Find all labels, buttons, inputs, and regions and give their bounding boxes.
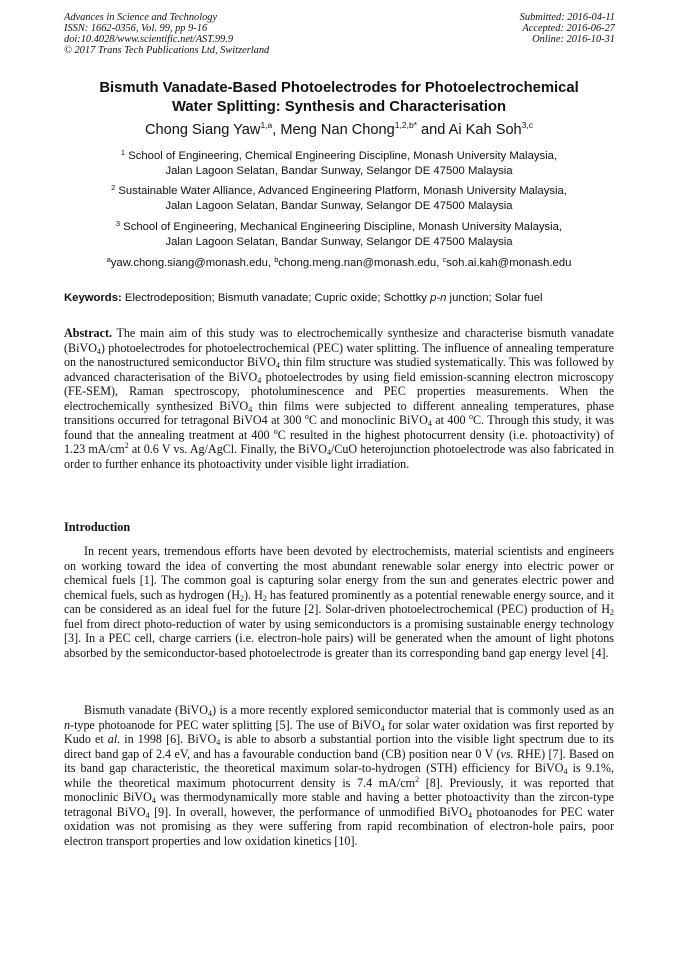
abstract: Abstract. The main aim of this study was to electrochemically synthesize and characterise bismuth vanadate (BiVO$_4$) photoelectrodes for photoelectrochemical (PEC) water splitting. The influence of annealing temperature on the nanostructured semiconductor BiVO$_4$ thin film structure was studied systematically. This was followed by advanced characterisation of the BiVO$_4$ photoelectrodes by using field emission-scanning electron microscopy (FE-SEM), Raman spectroscopy, photoluminescence and PEC properties measurements. When the electrochemically synthesized BiVO$_4$ thin films were subjected to different annealing temperatures, phase transitions occurred for tetragonal BiVO4 at 300 $^o$C and monoclinic BiVO$_4$ at 400 $^o$C. Through this study, it was found that the annealing treatment at 400 $^o$C resulted in the highest photocurrent density (i.e. photoactivity) of 1.23 $mA/cm^2$ at 0.6 V vs. Ag/AgCl. Finally, the BiVO$_4$/CuO heterojunction photoelectrode was also fabricated in order to further enhance its photoactivity under visible light irradiation. [64,326,615,471]
email-list: $^a$yaw.chong.siang@monash.edu, $^b$chong.meng.nan@monash.edu, $^c$soh.ai.kah@monash.edu [106,255,572,269]
email-link[interactable]: yaw.chong.siang@monash.edu [110,257,268,269]
author-name: Chong Siang Yaw [144,122,261,138]
author-affil-mark: 1,2,b* [394,120,417,130]
affiliation-1: $^1$ School of Engineering, Chemical Engineering Discipline, Monash University Malaysia, Jalan Lagoon Selatan, Bandar Sunway, Selangor DE 47500 Malaysia [120,148,558,177]
journal-header [64,12,269,56]
affiliation-3: $^3$ School of Engineering, Mechanical Engineering Discipline, Monash University Malaysia, Jalan Lagoon Selatan, Bandar Sunway, Selangor DE 47500 Malaysia [115,219,563,248]
online-date: Online: 2016-10-31 [532,34,615,45]
author-list: Chong Siang Yaw$^{1,a}$, Meng Nan Chong$^{1,2,b*}$ and Ai Kah Soh$^{3,c}$ [144,120,534,138]
submitted-date: Submitted: 2016-04-11 [519,12,615,23]
author-affil-mark: 1,a [260,120,273,130]
affiliation-2: $^2$ Sustainable Water Alliance, Advanced Engineering Platform, Monash University Malaysia, Jalan Lagoon Selatan, Bandar Sunway, Selangor DE 47500 Malaysia [111,183,567,212]
title-line-1: Bismuth Vanadate-Based Photoelectrodes for Photoelectrochemical [99,80,579,96]
journal-name: Advances in Science and Technology [64,12,218,23]
journal-issn: ISSN: 1662-0356, Vol. 99, pp 9-16 [64,23,208,34]
author-name: Ai Kah Soh [448,122,522,138]
journal-copyright: © 2017 Trans Tech Publications Ltd, Switzerland [64,45,270,56]
email-link[interactable]: chong.meng.nan@monash.edu [278,257,437,269]
accepted-date: Accepted: 2016-06-27 [522,23,615,34]
dates-header [520,12,615,45]
keywords: Keywords: Electrodeposition; Bismuth vanadate; Cupric oxide; Schottky p-n junction; Solar fuel [64,292,543,304]
journal-doi: doi:10.4028/www.scientific.net/AST.99.9 [64,34,234,45]
email-link[interactable]: soh.ai.kah@monash.edu [446,257,572,269]
paper-title [60,79,618,117]
keywords-label: Keywords: [64,292,122,304]
intro-paragraph-1: In recent years, tremendous efforts have been devoted by electrochemists, material scientists and engineers on working toward the idea of converting the most abundant renewable solar energy into electric power or chemical fuels [1]. The common goal is capturing solar energy from the sun and generates electric power and chemical fuels, such as hydrogen $(H_2)$. $H_2$ has featured prominently as a potential renewable energy source, and it can be considered as an ideal fuel for the future [2]. Solar-driven photoelectrochemical (PEC) production of $H_2$ fuel from direct photo-reduction of water by using semiconductors is a promising sustainable energy technology [3]. In a PEC cell, charge carriers (i.e. electron-hole pairs) will be generated when the amount of light photons absorbed by the semiconductor-based photoelectrode is greater than its corresponding band gap energy level [4]. [64,544,614,660]
abstract-label: Abstract. [64,326,113,340]
author-name: Meng Nan Chong [280,122,395,138]
title-line-2: Water Splitting: Synthesis and Characterisation [171,99,507,115]
author-affil-mark: 3,c [521,120,534,130]
section-heading-introduction: Introduction [64,520,131,534]
intro-paragraph-2: Bismuth vanadate (BiVO$_4$) is a more recently explored semiconductor material that is commonly used as an n-type photoanode for PEC water splitting [5]. The use of BiVO$_4$ for solar water oxidation was first reported by Kudo et al. in 1998 [6]. BiVO$_4$ is able to absorb a substantial portion into the visible light spectrum due to its direct band gap of 2.4 eV, and has a favourable conduction band (CB) position near 0 V (vs. RHE) [7]. Based on its band gap characteristic, the theoretical maximum solar-to-hydrogen (STH) efficiency for BiVO$_4$ is 9.1%, while the theoretical maximum photocurrent density is 7.4 $mA/cm^2$ [8]. Previously, it was reported that monoclinic BiVO$_4$ was thermodynamically more stable and having a better photoactivity than the zircon-type tetragonal BiVO$_4$ [9]. In overall, however, the performance of unmodified BiVO$_4$ photoanodes for PEC water oxidation was not promising as they were suffering from rapid recombination of electron-hole pairs, poor electron transport properties and low oxidation kinetics [10]. [64,703,615,848]
